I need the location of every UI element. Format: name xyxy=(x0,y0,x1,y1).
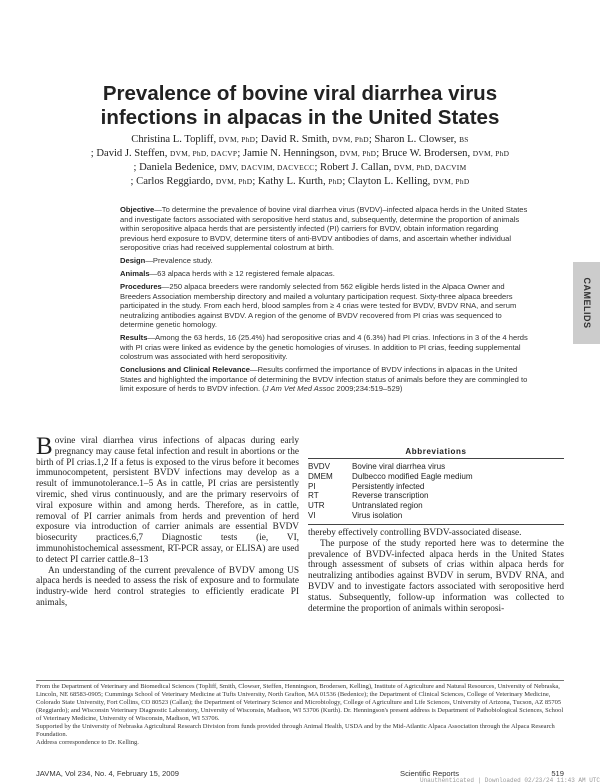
abstract-procedures: Procedures—250 alpaca breeders were randomly selected from 562 eligible herds listed in the Alpaca Owner and Breeders Association membership directory and mailed a voluntary participation request. Sixty-three alpaca breeders participated in the study. From each herd, blood samples from ≥ 4 crias were tested for BVDV, BVDV RNA, and serum neutralizing antibodies against BVDV. A region of the genome of BVDV recovered from PI crias was sequenced to determine genetic homology. xyxy=(120,282,517,329)
abstract-objective: Objective—To determine the prevalence of bovine viral diarrhea virus (BVDV)–infected alpaca herds in the United States and investigate factors associated with seropositive herd status and, subsequently, determine the proportion of animals within seropositive alpaca herds that are persistently infected (PI) carriers for BVDV, obtain information regarding previous herd exposure to BVDV, determine titers of anti-BVDV antibodies of dams, and ascertain whether individual seropositive crias had received supplemental colostrum at birth. xyxy=(120,205,528,252)
abstract xyxy=(120,205,528,397)
abbreviation-row xyxy=(308,491,564,501)
citation-journal: J Am Vet Med Assoc xyxy=(264,384,335,393)
running-footer-section: Scientific Reports xyxy=(400,769,460,778)
abstract-results: Results—Among the 63 herds, 16 (25.4%) had seropositive crias and 4 (6.3%) had PI crias. Infections in 3 of the 4 herds with PI crias were linked as evidence by the genetic homologies of viruses. In addition to PI crias, feeding supplemental colostrum was associated with herd seropositivity. xyxy=(120,333,528,361)
author-degrees: PhD xyxy=(328,177,343,186)
author-name: ; Carlos Reggiardo, xyxy=(130,176,214,187)
article-title xyxy=(0,82,600,130)
abbreviation-row xyxy=(308,511,564,521)
author-degrees: DVM, PhD, DACVP xyxy=(170,149,238,158)
drop-cap: B xyxy=(36,433,53,460)
author-name: ; David R. Smith, xyxy=(255,134,330,145)
abbreviation-row xyxy=(308,462,564,472)
body-paragraph-4: The purpose of the study reported here was to determine the prevalence of BVDV-infected alpaca herds in the United States through assessment of subsets of crias within alpaca herds for neutralizing antibodies against BVDV in serum, BVDV RNA, and BVDV and to investigate factors associated with seropositive herd status. Subsequently, follow-up information was collected to determine the proportion of animals within seroposi- xyxy=(308,538,564,614)
author-degrees: DVM, PhD xyxy=(472,149,510,158)
abbreviation-row xyxy=(308,501,564,511)
abbreviation-definition: Virus isolation xyxy=(352,510,403,520)
abbreviation-definition: Reverse transcription xyxy=(352,491,429,501)
abbreviation-definition: Dulbecco modified Eagle medium xyxy=(352,471,473,481)
body-paragraph-3: thereby effectively controlling BVDV-associated disease. xyxy=(308,528,522,538)
author-line xyxy=(70,175,530,189)
author-name: ; Robert J. Callan, xyxy=(314,162,392,173)
author-name: ; Clayton L. Kelling, xyxy=(342,176,431,187)
author-degrees: DVM, PhD xyxy=(332,135,369,144)
abbreviation-definition: Bovine viral diarrhea virus xyxy=(352,462,446,471)
body-column-left xyxy=(36,433,299,609)
footnote-correspondence: Address correspondence to Dr. Kelling. xyxy=(36,739,139,746)
footnote-divider xyxy=(36,680,564,681)
author-line xyxy=(70,133,530,147)
footnote-affiliations: From the Department of Veterinary and Biomedical Sciences (Topliff, Smith, Clowser, Steffen, Henningson, Brodersen, Kelling), Institute of Agriculture and Natural Resources, University of Nebraska, Lincoln, NE 68583-0905; Cummings School of Veterinary Medicine at Tufts University, North Grafton, MA 01536 (Bedenice); the Department of Clinical Sciences, College of Veterinary Medicine, Colorado State University, Fort Collins, CO 80523 (Callan); the Department of Veterinary Science and Microbiology, College of Agriculture and Life Sciences, University of Arizona, Tucson, AZ 85705 (Reggiardo); and Wisconsin Veterinary Diagnostic Laboratory, University of Wisconsin, Madison, WI 53706 (Kurth). Dr. Henningson's present address is Department of Pathobiological Sciences, School of Veterinary Medicine, University of Wisconsin, Madison, WI 53706. xyxy=(36,683,564,722)
author-name: ; David J. Steffen, xyxy=(90,148,168,159)
title-line-1: Prevalence of bovine viral diarrhea virus xyxy=(102,82,498,105)
author-degrees: DVM, PhD xyxy=(339,149,377,158)
author-list xyxy=(70,133,530,189)
abbreviation-term: PI xyxy=(308,481,316,491)
abbreviations-rule xyxy=(308,524,564,525)
author-name: ; Sharon L. Clowser, xyxy=(368,134,457,145)
abbreviation-row xyxy=(308,482,564,492)
author-name: Christina L. Topliff, xyxy=(131,134,217,145)
author-name: ; Daniela Bedenice, xyxy=(133,162,217,173)
author-degrees: BS xyxy=(459,135,469,144)
abbreviation-term: DMEM xyxy=(308,471,333,481)
author-name: ; Bruce W. Brodersen, xyxy=(376,148,471,159)
abbreviation-term: UTR xyxy=(308,501,325,511)
author-degrees: DVM, PhD xyxy=(432,177,470,186)
section-side-tab xyxy=(573,262,600,344)
side-tab-label: CAMELIDS xyxy=(581,277,592,329)
footnote-support: Supported by the University of Nebraska Agricultural Research Division from funds provided through Animal Health, USDA and by the Mid-Atlantic Alpaca Association through the Alpaca Research Foundation. xyxy=(36,723,555,738)
body-paragraph-2: An understanding of the current prevalence of BVDV among US alpaca herds is needed to assess the risk of exposure and to formulate industry-wide herd control strategies to efficiently eradicate PI animals, xyxy=(36,565,299,608)
abbreviations-list xyxy=(308,462,564,521)
abbreviation-definition: Persistently infected xyxy=(352,481,425,491)
author-line xyxy=(70,161,530,175)
abstract-design: Design—Prevalence study. xyxy=(120,256,213,265)
abstract-animals: Animals—63 alpaca herds with ≥ 12 registered female alpacas. xyxy=(120,269,335,278)
author-degrees: DVM, PhD xyxy=(218,135,256,144)
author-degrees: DMV, DACVIM, DACVECC xyxy=(219,163,315,172)
abbreviation-term: BVDV xyxy=(308,462,331,471)
abbreviation-definition: Untranslated region xyxy=(352,501,423,511)
title-line-2: infections in alpacas in the United States xyxy=(100,106,500,129)
abbreviation-row xyxy=(308,472,564,482)
author-line xyxy=(70,147,530,161)
body-column-right xyxy=(308,528,564,614)
author-degrees: DVM, PhD, DACVIM xyxy=(393,163,467,172)
abbreviations-heading: Abbreviations xyxy=(308,447,564,459)
abbreviation-term: VI xyxy=(308,510,316,520)
abbreviation-term: RT xyxy=(308,491,319,501)
running-footer-journal: JAVMA, Vol 234, No. 4, February 15, 2009 xyxy=(36,769,179,778)
author-name: ; Kathy L. Kurth, xyxy=(252,176,326,187)
body-paragraph-1: Bovine viral diarrhea virus infections of alpacas during early pregnancy may cause fetal infection and result in abortions or the birth of PI crias.1,2 If a fetus is exposed to the virus before it becomes immunocompetent, persistent BVDV infections may develop as a result of immunotolerance.1–5 As in cattle, PI crias are persistently viremic, shed virus continuously, and are the primary reservoirs of viral exposure within and among herds. Therefore, as in cattle, removal of PI carrier animals from herds and prevention of herd exposure via introduction of carrier animals are essential BVDV biosecurity practices.6,7 Diagnostic tests (ie, VI, immunohistochemical assessment, RT-PCR assay, or ELISA) are used to detect PI carrier cattle.8–13 xyxy=(36,433,299,565)
author-degrees: DVM, PhD xyxy=(215,177,253,186)
footnotes xyxy=(36,683,564,747)
abbreviations-box xyxy=(308,447,564,525)
download-watermark: Unauthenticated | Downloaded 02/23/24 11:43 AM UTC xyxy=(419,777,600,784)
author-name: ; Jamie N. Henningson, xyxy=(237,148,338,159)
abstract-conclusions: Conclusions and Clinical Relevance—Results confirmed the importance of BVDV infections in alpacas in the United States and highlighted the importance of determining the BVDV infection status of animals before they are commingled to limit exposure of herds to BVDV infection. (J Am Vet Med Assoc 2009;234:519–529) xyxy=(120,365,528,393)
page-number: 519 xyxy=(551,769,564,778)
